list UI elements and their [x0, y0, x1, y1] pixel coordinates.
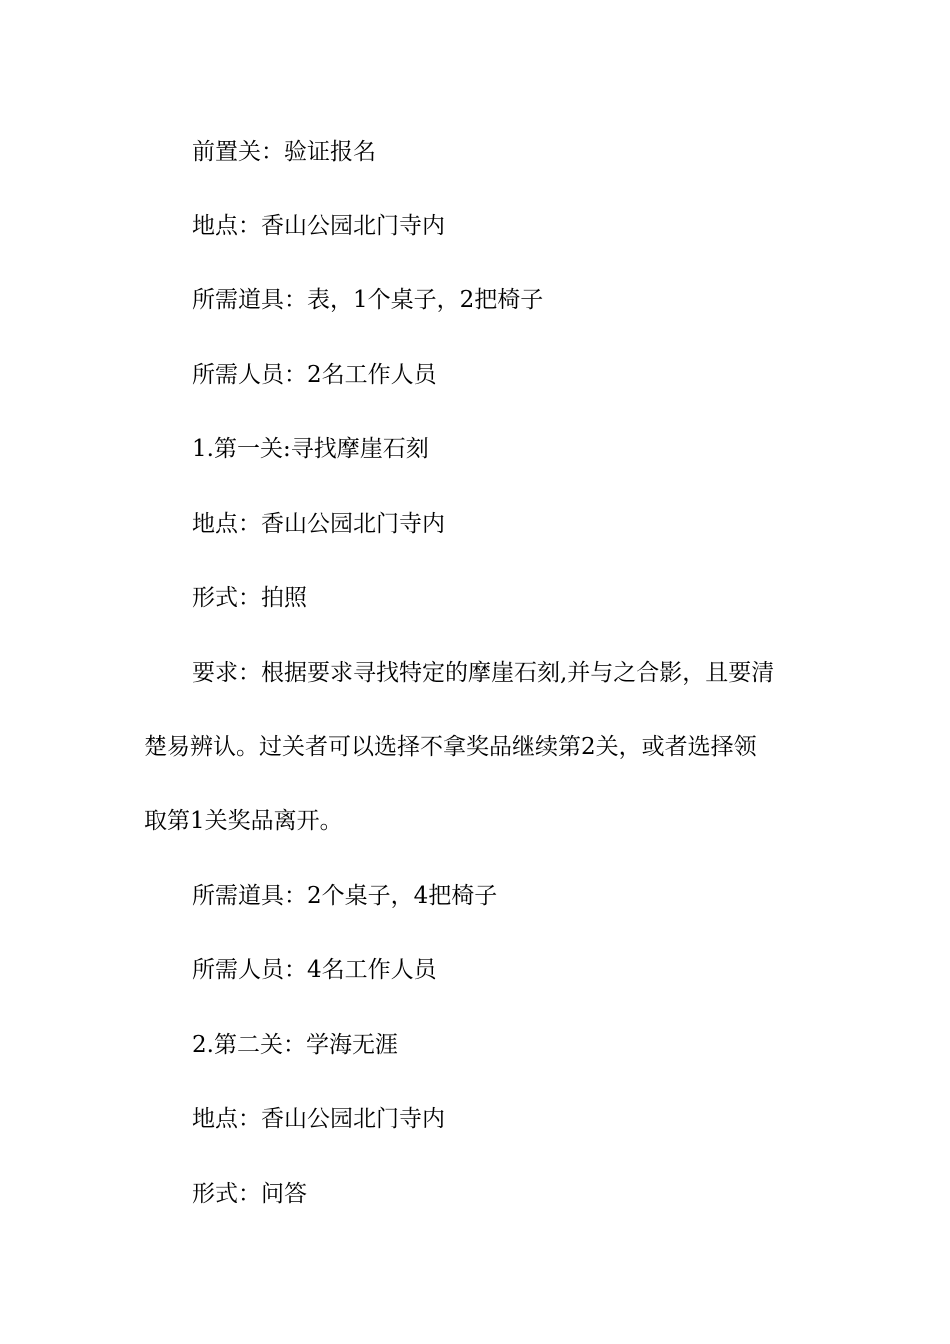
- section-heading-level-2: 2.第二关：学海无涯: [192, 1032, 398, 1058]
- location-line: 地点：香山公园北门寺内: [192, 1106, 445, 1132]
- staff-line: 所需人员：2名工作人员: [192, 362, 437, 388]
- requirement-line-2: 楚易辨认。过关者可以选择不拿奖品继续第2关，或者选择领: [144, 734, 757, 760]
- requirement-line-1: 要求：根据要求寻找特定的摩崖石刻,并与之合影，且要清: [192, 660, 775, 686]
- props-line: 所需道具：表，1个桌子，2把椅子: [192, 287, 544, 313]
- format-line: 形式：拍照: [192, 585, 307, 611]
- format-line: 形式：问答: [192, 1181, 307, 1207]
- section-heading-level-1: 1.第一关:寻找摩崖石刻: [192, 436, 429, 462]
- location-line: 地点：香山公园北门寺内: [192, 213, 445, 239]
- requirement-line-3: 取第1关奖品离开。: [144, 808, 343, 834]
- props-line: 所需道具：2个桌子，4把椅子: [192, 883, 498, 909]
- staff-line: 所需人员：4名工作人员: [192, 957, 437, 983]
- section-heading-preliminary: 前置关：验证报名: [192, 139, 376, 165]
- location-line: 地点：香山公园北门寺内: [192, 511, 445, 537]
